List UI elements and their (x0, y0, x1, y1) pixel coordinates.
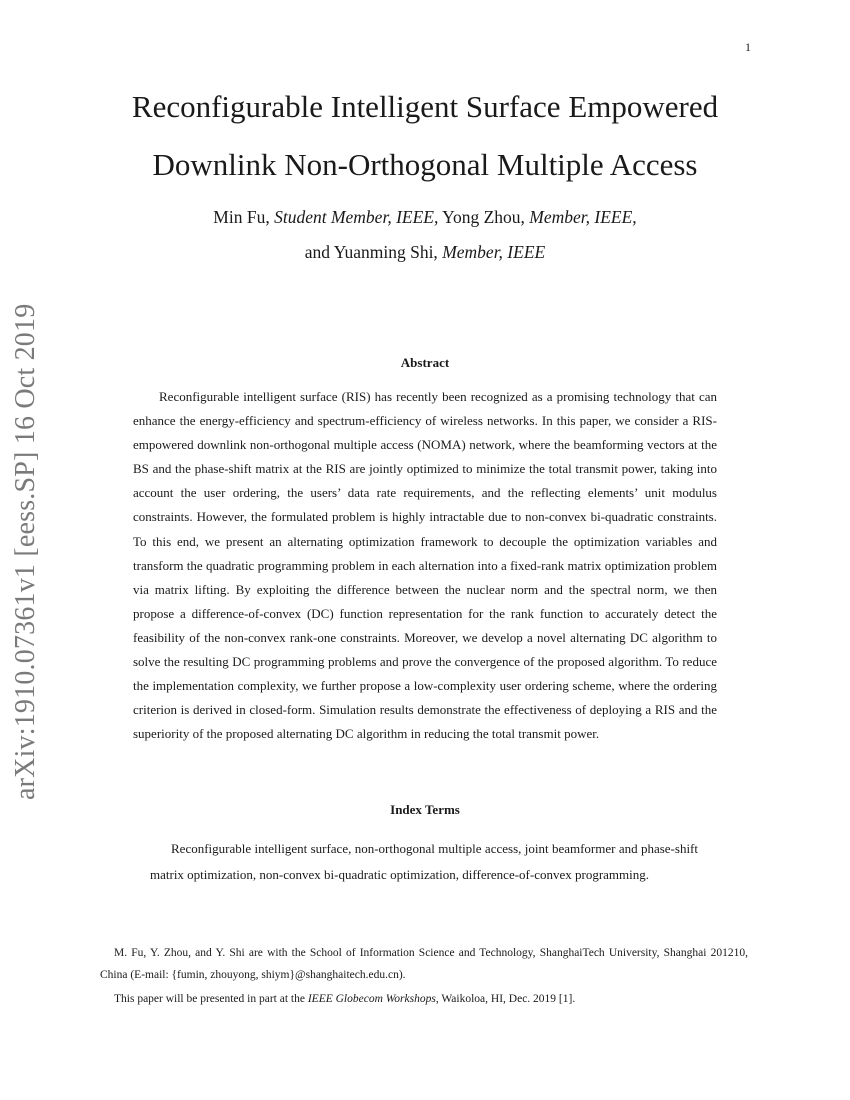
affiliation-footnote: M. Fu, Y. Zhou, and Y. Shi are with the School of Information Science and Technology, ShanghaiTech University, Shanghai 201210, China (E-mail: {fumin, zhouyong, shiym}@shanghaitech.edu.cn). (100, 947, 748, 981)
author-list (100, 200, 750, 270)
title-line-2: Downlink Non-Orthogonal Multiple Access (152, 147, 698, 182)
author-1-name: Min Fu, (213, 207, 270, 227)
paper-title (60, 78, 790, 194)
page-number: 1 (745, 40, 751, 54)
author-2-name: Yong Zhou, (442, 207, 525, 227)
author-2-role: Member, IEEE, (529, 207, 637, 227)
presentation-footnote (100, 988, 748, 1010)
author-3-role: Member, IEEE (442, 242, 546, 262)
presentation-text-after: , Waikoloa, HI, Dec. 2019 [1]. (435, 993, 576, 1005)
index-terms-heading: Index Terms (390, 802, 460, 817)
abstract-text: Reconfigurable intelligent surface (RIS) has recently been recognized as a promising technology that can enhance the energy-efficiency and spectrum-efficiency of wireless networks. In this paper, we consider a RIS-empowered downlink non-orthogonal multiple access (NOMA) network, where the beamforming vectors at the BS and the phase-shift matrix at the RIS are jointly optimized to minimize the total transmit power, taking into account the user ordering, the users’ data rate requirements, and the reflecting elements’ unit modulus constraints. However, the formulated problem is highly intractable due to non-convex bi-quadratic constraints. To this end, we present an alternating optimization framework to decouple the optimization variables and transform the quadratic programming problem in each alternation into a fixed-rank matrix optimization problem via matrix lifting. By exploiting the difference between the nuclear norm and the spectral norm, we then propose a difference-of-convex (DC) function representation for the rank function to accurately detect the feasibility of the non-convex rank-one constraints. Moreover, we develop a novel alternating DC algorithm to solve the resulting DC programming problems and prove the convergence of the proposed algorithm. To reduce the implementation complexity, we further propose a low-complexity user ordering scheme, where the ordering criterion is derived in closed-form. Simulation results demonstrate the effectiveness of deploying a RIS and the superiority of the proposed alternating DC algorithm in reducing the total transmit power. (133, 389, 717, 742)
presentation-venue: IEEE Globecom Workshops (307, 993, 436, 1005)
presentation-text-before: This paper will be presented in part at the (114, 993, 308, 1005)
index-terms-text: Reconfigurable intelligent surface, non-orthogonal multiple access, joint beamformer and phase-shift matrix optimization, non-convex bi-quadratic optimization, difference-of-convex programming. (150, 841, 698, 882)
abstract-heading: Abstract (400, 355, 450, 370)
arxiv-identifier-stamp: arXiv:1910.07361v1 [eess.SP] 16 Oct 2019 (10, 303, 41, 800)
author-1-role: Student Member, IEEE, (274, 207, 439, 227)
title-line-1: Reconfigurable Intelligent Surface Empowered (131, 89, 719, 124)
author-3-name: and Yuanming Shi, (304, 242, 438, 262)
